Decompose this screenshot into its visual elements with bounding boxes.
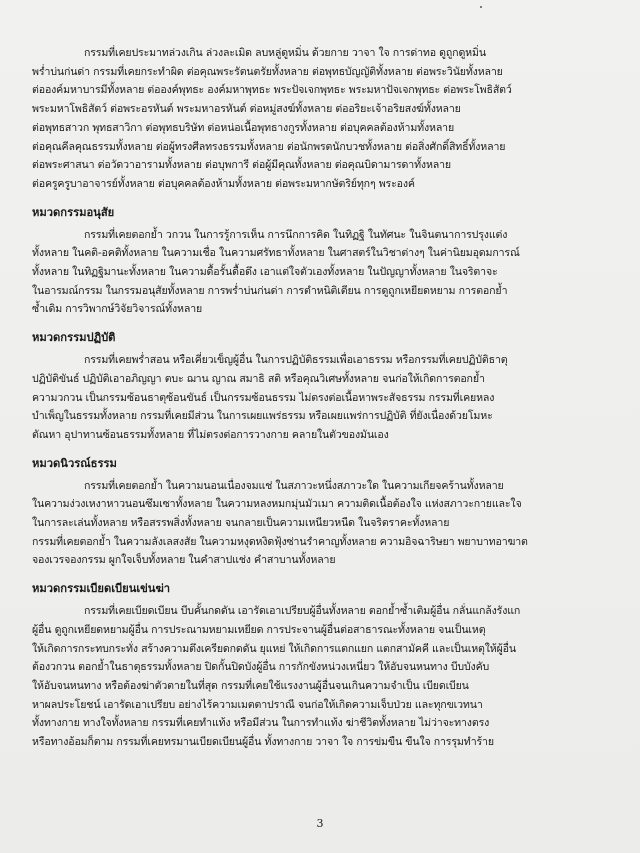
section-heading: หมวดกรรมเบียดเบียนเข่นฆ่า — [32, 582, 171, 596]
text-line: หรือทางอ้อมก็ตาม กรรมที่เคยทรมานเบียดเบียนผู้อื่น ทั้งทางกาย วาจา ใจ การข่มขืน ขืนใจ การรุมทำร้าย — [32, 736, 494, 749]
text-line: ทั้งหลาย ในคติ-อคติทั้งหลาย ในความเชื่อ ในความศรัทธาทั้งหลาย ในศาสตร์ในวิชาต่างๆ ในค่านิยมอุดมการณ์ — [32, 247, 520, 260]
section-heading: หมวดกรรมอนุสัย — [32, 205, 115, 219]
text-line: ตัณหา อุปาทานซ้อนธรรมทั้งหลาย ที่ไม่ตรงต่อการวางกาย คลายในตัวของมันเอง — [32, 428, 389, 441]
text-line: ในการละเล่นทั้งหลาย หรือสรรพสิ่งทั้งหลาย จนกลายเป็นความเหนียวหนืด ในจริตราคะทั้งหลาย — [32, 517, 450, 530]
text-line: กรรมที่เคยตอกย้ำ ในความนอนเนื่องจมแช่ ในสภาวะหนึ่งสภาวะใด ในความเกียจคร้านทั้งหลาย — [84, 479, 504, 492]
text-line: ต้องวกวน ตอกย้ำในธาตุธรรมทั้งหลาย ปิดกั้นปิดบังผู้อื่น การกักขังหน่วงเหนี่ยว ให้อับจนหนทาง บีบบังคับ — [32, 661, 490, 674]
text-line: จองเวรจองกรรม ผูกใจเจ็บทั้งหลาย ในคำสาปแช่ง คำสาบานทั้งหลาย — [32, 554, 336, 567]
text-line: ต่อพระศาสนา ต่อวัดวาอารามทั้งหลาย ต่อบุพการี ต่อผู้มีคุณทั้งหลาย ต่อคุณบิดามารดาทั้งหลาย — [32, 159, 451, 172]
text-line: ทั้งทางกาย ทางใจทั้งหลาย กรรมที่เคยทำแท้ง หรือมีส่วน ในการทำแท้ง ฆ่าชีวิตทั้งหลาย ไม่ว่าจะทางตรง — [32, 717, 490, 730]
text-line: ต่อคุณคีลคุณธรรมทั้งหลาย ต่อผู้ทรงศีลทรงธรรมทั้งหลาย ต่อนักพรตนักบวชทั้งหลาย ต่อสิ่งศักดิ์สิทธิ์ทั้งหลาย — [32, 140, 506, 153]
text-line: ปฏิบัติขันธ์ ปฏิบัติเอาอภิญญา ตบะ ฌาน ญาณ สมาธิ สติ หรือคุณวิเศษทั้งหลาย จนก่อให้เกิดการตอกย้ำ — [32, 372, 485, 385]
text-line: ความวกวน เป็นกรรมซ้อนธาตุซ้อนขันธ์ เป็นกรรมซ้อนธรรม ไม่ตรงต่อเนื้อหาพระสัจธรรม กรรมที่เคยหลง — [32, 391, 495, 404]
text-line: กรรมที่เคยตอกย้ำ วกวน ในการรู้การเห็น การนึกการคิด ในทิฏฐิ ในทัศนะ ในจินตนาการปรุงแต่ง — [84, 228, 508, 241]
text-line: กรรมที่เคยประมาทล่วงเกิน ล่วงละเมิด ลบหลู่ดูหมิ่น ด้วยกาย วาจา ใจ การด่าทอ ดูถูกดูหมิ่น — [84, 47, 486, 59]
text-line: พร่ำบ่นก่นด่า กรรมที่เคยกระทำผิด ต่อคุณพระรัตนตรัยทั้งหลาย ต่อพุทธบัญญัติทั้งหลาย ต่อพระวินัยทั้งหลาย — [32, 65, 503, 78]
section-niwarana — [32, 455, 610, 571]
section-heading: หมวดกรรมปฏิบัติ — [32, 331, 116, 345]
text-line: ต่อครูครูบาอาจารย์ทั้งหลาย ต่อบุคคลต้องห้ามทั้งหลาย ต่อพระมหากษัตริย์ทุกๆ พระองค์ — [32, 177, 415, 190]
text-line: ซ้ำเดิม การวิพากษ์วิจัยวิจารณ์ทั้งหลาย — [32, 303, 203, 316]
page-number: 3 — [316, 817, 324, 830]
text-line: กรรมที่เคยเบียดเบียน บีบคั้นกดดัน เอารัดเอาเปรียบผู้อื่นทั้งหลาย ตอกย้ำซ้ำเติมผู้อื่น กลั่นแกล้งรังแก — [84, 605, 521, 618]
intro-paragraph — [32, 44, 610, 194]
text-line: บำเพ็ญในธรรมทั้งหลาย กรรมที่เคยมีส่วน ในการเผยแพร่ธรรม หรือเผยแพร่การปฏิบัติ ที่ยังเนื่องด้วยโมหะ — [32, 410, 493, 423]
text-line: ผู้อื่น ดูถูกเหยียดหยามผู้อื่น การประณามหยามเหยียด การประจานผู้อื่นต่อสาธารณะทั้งหลาย จนเป็นเหตุ — [32, 623, 486, 636]
section-heading: หมวดนิวรณ์ธรรม — [32, 456, 117, 470]
text-line: พระมหาโพธิสัตว์ ต่อพระอรหันต์ พระมหาอรหันต์ ต่อหมู่สงฆ์ทั้งหลาย ต่ออริยะเจ้าอริยสงฆ์ทั้งหลาย — [32, 103, 461, 116]
section-patibat — [32, 329, 610, 445]
text-line: ต่อองค์มหาบารมีทั้งหลาย ต่อองค์พุทธะ องค์มหาพุทธะ พระปัจเจกพุทธะ พระมหาปัจเจกพุทธะ ต่อพระโพธิสัตว์ — [32, 84, 512, 97]
section-anusai — [32, 204, 610, 320]
text-line: กรรมที่เคยตอกย้ำ ในความลังเลสงสัย ในความหงุดหงิดฟุ้งซ่านรำคาญทั้งหลาย ความอิจฉาริษยา พยาบาทอาฆาต — [32, 535, 528, 548]
text-line: ทั้งหลาย ในทิฏฐิมานะทั้งหลาย ในความดื้อรั้นดื้อดึง เอาแต่ใจตัวเองทั้งหลาย ในปัญญาทั้งหลาย ในจริตาจะ — [32, 266, 498, 279]
text-line: กรรมที่เคยพร่ำสอน หรือเคี่ยวเข็ญผู้อื่น ในการปฏิบัติธรรมเพื่อเอาธรรม หรือกรรมที่เคยปฏิบัติธาตุ — [84, 354, 508, 367]
text-line: หาผลประโยชน์ เอารัดเอาเปรียบ อย่างไร้ความเมตตาปราณี จนก่อให้เกิดความเจ็บป่วย และทุกขเวทนา — [32, 698, 483, 711]
text-line: ต่อพุทธสาวก พุทธสาวิกา ต่อพุทธบริษัท ต่อหน่อเนื้อพุทธางกูรทั้งหลาย ต่อบุคคลต้องห้ามทั้งหลาย — [32, 121, 455, 134]
text-line: ในอารมณ์กรรม ในกรรมอนุสัยทั้งหลาย การพร่ำบ่นก่นด่า การตำหนิติเตียน การดูถูกเหยียดหยาม การตอกย้ำ — [32, 284, 508, 297]
text-line: ในความง่วงเหงาหาวนอนซึมเซาทั้งหลาย ในความหลงหมกมุ่นมัวเมา ความติดเนื้อต้องใจ แห่งสภาวะกายและใจ — [32, 498, 522, 511]
text-line: ให้อับจนหนทาง หรือต้องฆ่าตัวตายในที่สุด กรรมที่เคยใช้แรงงานผู้อื่นจนเกินความจำเป็น เบียดเบียน — [32, 679, 469, 692]
text-line: ให้เกิดการกระทบกระทั่ง สร้างความตึงเครียดกดดัน ยุแหย่ ให้เกิดการแตกแยก แตกสามัคคี และเป็นเหตุให้ผู้อื่น — [32, 642, 516, 655]
section-biadbian — [32, 580, 610, 752]
page-speck — [480, 6, 482, 8]
